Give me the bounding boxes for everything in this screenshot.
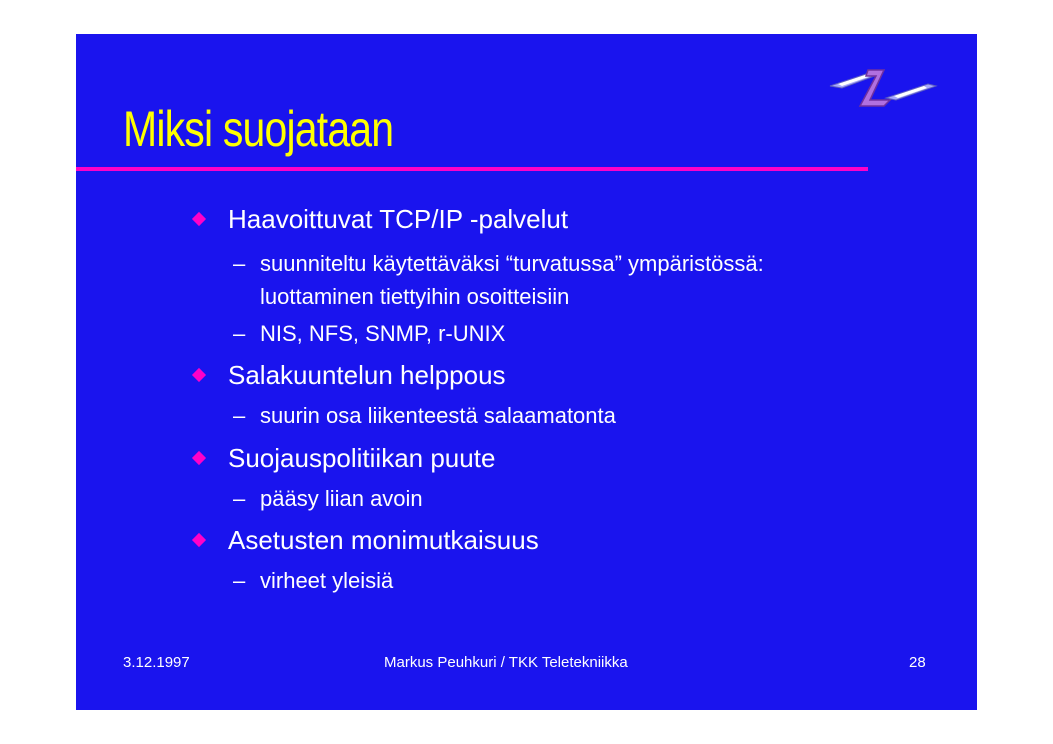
slide — [76, 34, 977, 710]
bullet-1 — [190, 206, 568, 232]
footer-page-number: 28 — [909, 654, 926, 671]
bullet-1-sub-1 — [233, 248, 764, 280]
bullet-4-sub-1 — [233, 565, 393, 597]
slide-title: Miksi suojataan — [123, 101, 394, 157]
dash-icon: – — [233, 403, 246, 428]
bullet-1-sub-2-text: NIS, NFS, SNMP, r-UNIX — [260, 321, 506, 346]
bullet-2-sub-1 — [233, 400, 616, 432]
diamond-bullet-icon — [192, 212, 206, 226]
bullet-2-text: Salakuuntelun helppous — [228, 360, 506, 390]
footer-author: Markus Peuhkuri / TKK Teletekniikka — [384, 654, 628, 671]
diamond-bullet-icon — [192, 451, 206, 465]
bullet-2-sub-1-text: suurin osa liikenteestä salaamatonta — [260, 403, 616, 428]
bullet-3-sub-1-text: pääsy liian avoin — [260, 486, 423, 511]
bullet-4-sub-1-text: virheet yleisiä — [260, 568, 394, 593]
bullet-3 — [190, 445, 495, 471]
bullet-1-sub-1-continuation: luottaminen tiettyihin osoitteisiin — [260, 284, 570, 309]
bullet-4-text: Asetusten monimutkaisuus — [228, 525, 539, 555]
bullet-1-sub-2 — [233, 318, 505, 350]
bullet-1-text: Haavoittuvat TCP/IP -palvelut — [228, 204, 569, 234]
slide-content — [76, 34, 977, 710]
bullet-4 — [190, 527, 539, 553]
bullet-1-sub-1-text: suunniteltu käytettäväksi “turvatussa” ympäristössä: — [260, 251, 764, 276]
dash-icon: – — [233, 486, 246, 511]
bullet-3-text: Suojauspolitiikan puute — [228, 443, 496, 473]
bullet-2 — [190, 362, 506, 388]
diamond-bullet-icon — [192, 533, 206, 547]
dash-icon: – — [233, 251, 246, 276]
diamond-bullet-icon — [192, 368, 206, 382]
footer-date: 3.12.1997 — [123, 654, 190, 671]
dash-icon: – — [233, 321, 246, 346]
dash-icon: – — [233, 568, 246, 593]
bullet-3-sub-1 — [233, 483, 423, 515]
